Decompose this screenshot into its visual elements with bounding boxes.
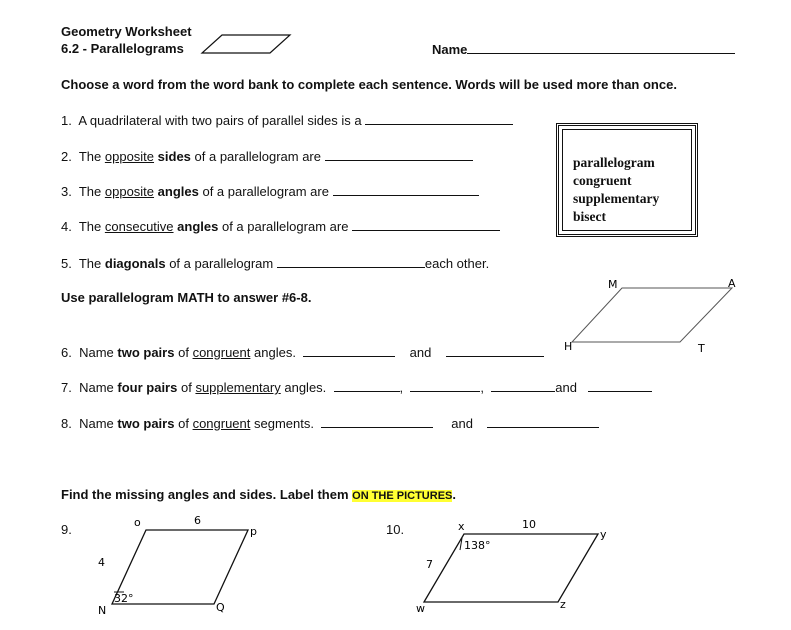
underlined-term: opposite xyxy=(104,184,155,199)
question-text: Name xyxy=(79,416,114,431)
vertex-label-o: o xyxy=(134,516,141,529)
answer-blank-3[interactable] xyxy=(333,183,479,196)
instructions: Choose a word from the word bank to complete each sentence. Words will be used more than once. xyxy=(61,77,677,92)
underlined-term: congruent xyxy=(192,345,251,360)
question-3 xyxy=(61,183,479,199)
question-text: The xyxy=(78,256,102,271)
answer-blank-6a[interactable] xyxy=(303,344,395,357)
question-text: and xyxy=(555,380,577,395)
vertex-label-p: p xyxy=(250,525,257,538)
question-1 xyxy=(61,112,513,128)
question-number: 3. xyxy=(61,184,72,199)
bold-term: four pairs xyxy=(117,380,178,395)
highlighted-text: ON THE PICTURES xyxy=(352,490,453,502)
bold-term: sides xyxy=(157,149,191,164)
underlined-term: consecutive xyxy=(104,219,174,234)
question-text: of a parallelogram xyxy=(169,256,274,271)
name-label: Name xyxy=(432,42,468,57)
answer-blank-7d[interactable] xyxy=(588,379,652,392)
parallelogram-math-figure xyxy=(560,278,770,358)
question-text: segments. xyxy=(254,416,314,431)
bold-term: diagonals xyxy=(104,256,166,271)
answer-blank-7a[interactable] xyxy=(334,379,400,392)
answer-blank-7b[interactable] xyxy=(410,379,480,392)
question-number: 8. xyxy=(61,416,72,431)
side-length-left: 7 xyxy=(426,558,433,571)
answer-blank-8a[interactable] xyxy=(321,415,433,428)
question-8 xyxy=(61,415,599,431)
question-number: 6. xyxy=(61,345,72,360)
question-number: 7. xyxy=(61,380,72,395)
vertex-label-n: N xyxy=(98,604,107,617)
question-5 xyxy=(61,255,489,271)
answer-blank-1[interactable] xyxy=(365,112,513,125)
section-2-title: Use parallelogram MATH to answer #6-8. xyxy=(61,290,312,305)
name-field[interactable] xyxy=(432,41,735,57)
question-2 xyxy=(61,148,473,164)
vertex-label-y: y xyxy=(600,528,607,541)
vertex-label-z: z xyxy=(560,598,566,611)
angle-label: 138° xyxy=(464,539,491,552)
worksheet-title: Geometry Worksheet xyxy=(61,24,192,39)
comma: , xyxy=(399,380,404,395)
worksheet-subtitle: 6.2 - Parallelograms xyxy=(61,41,184,56)
word-bank-item: bisect xyxy=(573,209,606,224)
question-number: 5. xyxy=(61,256,72,271)
word-bank-item: parallelogram xyxy=(573,155,655,170)
parallelogram-icon xyxy=(200,33,292,55)
question-10-number: 10. xyxy=(386,522,405,537)
word-bank xyxy=(556,123,698,237)
underlined-term: supplementary xyxy=(195,380,281,395)
question-text: each other. xyxy=(424,256,490,271)
question-6 xyxy=(61,344,544,360)
question-number: 4. xyxy=(61,219,72,234)
vertex-label-q: Q xyxy=(216,601,225,614)
section-3-title-text: Find the missing angles and sides. Label them xyxy=(61,487,349,502)
question-text: angles. xyxy=(254,345,296,360)
vertex-label-w: w xyxy=(416,602,425,615)
vertex-label-h: H xyxy=(564,340,573,353)
question-text: The xyxy=(78,184,102,199)
vertex-label-a: A xyxy=(728,277,736,290)
answer-blank-8b[interactable] xyxy=(487,415,599,428)
question-9-number: 9. xyxy=(61,522,72,537)
bold-term: two pairs xyxy=(117,345,175,360)
question-text: of a parallelogram are xyxy=(202,184,329,199)
angle-label: 32° xyxy=(114,592,134,605)
answer-blank-6b[interactable] xyxy=(446,344,544,357)
vertex-label-m: M xyxy=(608,278,618,291)
question-text: Name xyxy=(79,345,114,360)
question-text: of a parallelogram are xyxy=(194,149,321,164)
question-9-figure xyxy=(90,510,270,620)
vertex-label-x: x xyxy=(458,520,465,533)
word-bank-inner-border xyxy=(562,129,692,231)
underlined-term: congruent xyxy=(192,416,251,431)
vertex-label-t: T xyxy=(698,342,705,355)
answer-blank-7c[interactable] xyxy=(491,379,555,392)
question-number: 1. xyxy=(61,113,72,128)
name-blank[interactable] xyxy=(467,41,735,54)
answer-blank-4[interactable] xyxy=(352,218,500,231)
question-text: of a parallelogram are xyxy=(221,219,349,234)
question-4 xyxy=(61,218,500,234)
bold-term: angles xyxy=(177,219,219,234)
side-length-top: 10 xyxy=(522,518,536,531)
word-bank-item: congruent xyxy=(573,173,632,188)
period: . xyxy=(452,487,456,502)
question-text: The xyxy=(78,219,102,234)
question-text: of xyxy=(180,380,192,395)
question-number: 2. xyxy=(61,149,72,164)
question-10-figure xyxy=(410,512,630,622)
side-length-left: 4 xyxy=(98,556,105,569)
question-text: of xyxy=(178,416,189,431)
bold-term: angles xyxy=(157,184,199,199)
question-text: of xyxy=(178,345,189,360)
question-7 xyxy=(61,379,652,395)
answer-blank-2[interactable] xyxy=(325,148,473,161)
question-text: angles. xyxy=(284,380,327,395)
side-length-top: 6 xyxy=(194,514,201,527)
question-text: and xyxy=(451,416,473,431)
word-bank-item: supplementary xyxy=(573,191,660,206)
underlined-term: opposite xyxy=(104,149,155,164)
question-text: and xyxy=(409,345,432,360)
question-text: Name xyxy=(79,380,114,395)
question-text: The xyxy=(78,149,102,164)
bold-term: two pairs xyxy=(117,416,175,431)
section-3-title xyxy=(61,487,456,502)
comma: , xyxy=(480,380,484,395)
answer-blank-5[interactable] xyxy=(277,255,425,268)
question-text: A quadrilateral with two pairs of parallel sides is a xyxy=(78,113,362,128)
